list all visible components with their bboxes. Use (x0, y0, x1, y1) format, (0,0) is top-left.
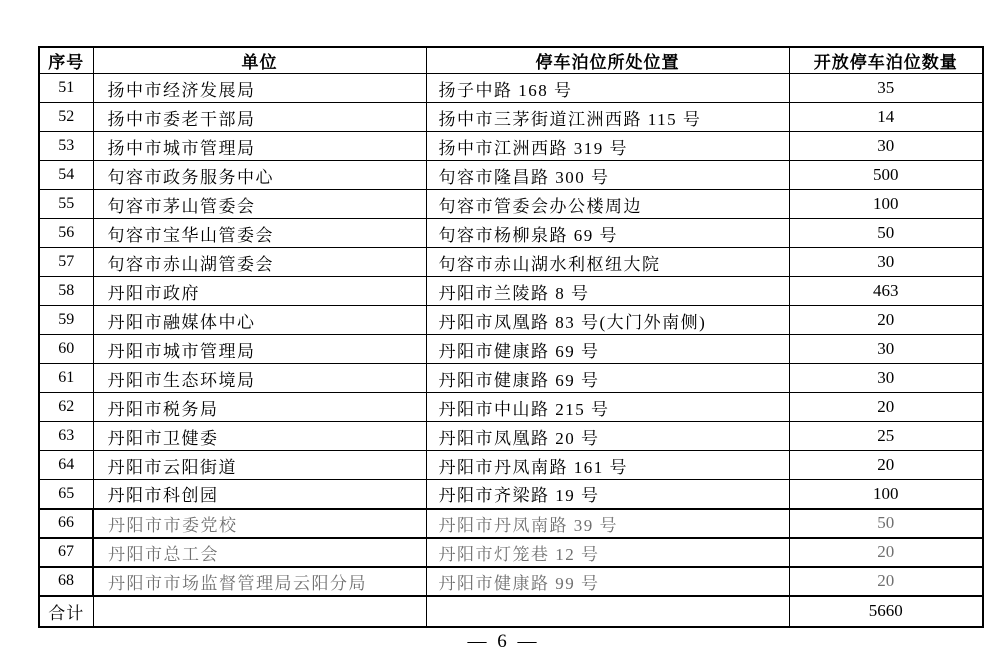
table-row (39, 393, 983, 422)
row-unit: 丹阳市云阳街道 (93, 451, 426, 480)
row-location: 句容市杨柳泉路 69 号 (426, 219, 789, 248)
row-location: 丹阳市兰陵路 8 号 (426, 277, 789, 306)
row-serial-number: 65 (39, 480, 93, 509)
table-header (39, 47, 983, 74)
table-row (39, 190, 983, 219)
row-location: 丹阳市齐梁路 19 号 (426, 480, 789, 509)
row-serial-number: 64 (39, 451, 93, 480)
header-serial-number: 序号 (39, 47, 93, 74)
row-unit: 丹阳市市委党校 (93, 509, 426, 538)
row-unit: 丹阳市融媒体中心 (93, 306, 426, 335)
header-unit: 单位 (93, 47, 426, 74)
row-unit: 扬中市城市管理局 (93, 132, 426, 161)
row-unit: 丹阳市科创园 (93, 480, 426, 509)
total-unit-empty (93, 596, 426, 627)
row-unit: 句容市政务服务中心 (93, 161, 426, 190)
row-count: 50 (789, 509, 983, 538)
row-location: 句容市赤山湖水利枢纽大院 (426, 248, 789, 277)
row-location: 丹阳市中山路 215 号 (426, 393, 789, 422)
table-row (39, 567, 983, 596)
table-row (39, 248, 983, 277)
row-unit: 丹阳市税务局 (93, 393, 426, 422)
row-serial-number: 55 (39, 190, 93, 219)
row-location: 扬中市三茅街道江洲西路 115 号 (426, 103, 789, 132)
table-row (39, 103, 983, 132)
row-count: 20 (789, 538, 983, 567)
row-count: 50 (789, 219, 983, 248)
row-serial-number: 54 (39, 161, 93, 190)
table-body (39, 74, 983, 596)
row-serial-number: 53 (39, 132, 93, 161)
row-serial-number: 56 (39, 219, 93, 248)
table-row (39, 132, 983, 161)
row-serial-number: 58 (39, 277, 93, 306)
row-count: 30 (789, 132, 983, 161)
row-serial-number: 60 (39, 335, 93, 364)
row-count: 25 (789, 422, 983, 451)
header-parking-location: 停车泊位所处位置 (426, 47, 789, 74)
row-unit: 丹阳市市场监督管理局云阳分局 (93, 567, 426, 596)
row-serial-number: 51 (39, 74, 93, 103)
row-serial-number: 61 (39, 364, 93, 393)
table-row (39, 509, 983, 538)
row-serial-number: 66 (39, 509, 93, 538)
row-serial-number: 59 (39, 306, 93, 335)
table-row (39, 161, 983, 190)
table-row (39, 335, 983, 364)
row-count: 30 (789, 335, 983, 364)
row-count: 30 (789, 364, 983, 393)
row-location: 丹阳市丹凤南路 161 号 (426, 451, 789, 480)
row-unit: 句容市宝华山管委会 (93, 219, 426, 248)
row-unit: 扬中市委老干部局 (93, 103, 426, 132)
row-count: 35 (789, 74, 983, 103)
total-location-empty (426, 596, 789, 627)
row-count: 100 (789, 190, 983, 219)
parking-spaces-table (38, 46, 984, 628)
table-header-row (39, 47, 983, 74)
row-count: 14 (789, 103, 983, 132)
table-row (39, 422, 983, 451)
row-location: 句容市管委会办公楼周边 (426, 190, 789, 219)
table-row (39, 219, 983, 248)
row-location: 丹阳市凤凰路 83 号(大门外南侧) (426, 306, 789, 335)
table-row (39, 451, 983, 480)
row-serial-number: 57 (39, 248, 93, 277)
row-location: 丹阳市凤凰路 20 号 (426, 422, 789, 451)
table-row (39, 538, 983, 567)
row-unit: 丹阳市总工会 (93, 538, 426, 567)
row-unit: 丹阳市生态环境局 (93, 364, 426, 393)
row-serial-number: 62 (39, 393, 93, 422)
row-location: 扬子中路 168 号 (426, 74, 789, 103)
row-unit: 句容市赤山湖管委会 (93, 248, 426, 277)
page-number: — 6 — (467, 631, 540, 652)
row-unit: 扬中市经济发展局 (93, 74, 426, 103)
row-location: 丹阳市丹凤南路 39 号 (426, 509, 789, 538)
row-location: 丹阳市健康路 69 号 (426, 364, 789, 393)
row-unit: 句容市茅山管委会 (93, 190, 426, 219)
row-location: 句容市隆昌路 300 号 (426, 161, 789, 190)
row-count: 30 (789, 248, 983, 277)
table-row (39, 277, 983, 306)
row-location: 扬中市江洲西路 319 号 (426, 132, 789, 161)
row-count: 100 (789, 480, 983, 509)
table-row (39, 74, 983, 103)
row-unit: 丹阳市卫健委 (93, 422, 426, 451)
row-serial-number: 63 (39, 422, 93, 451)
row-count: 463 (789, 277, 983, 306)
row-unit: 丹阳市城市管理局 (93, 335, 426, 364)
table-row (39, 306, 983, 335)
table-footer (39, 596, 983, 627)
row-count: 20 (789, 451, 983, 480)
total-label: 合计 (39, 596, 93, 627)
table-row (39, 364, 983, 393)
total-count: 5660 (789, 596, 983, 627)
row-count: 20 (789, 393, 983, 422)
row-serial-number: 52 (39, 103, 93, 132)
row-count: 20 (789, 306, 983, 335)
row-serial-number: 67 (39, 538, 93, 567)
row-location: 丹阳市健康路 99 号 (426, 567, 789, 596)
row-count: 500 (789, 161, 983, 190)
row-location: 丹阳市灯笼巷 12 号 (426, 538, 789, 567)
row-unit: 丹阳市政府 (93, 277, 426, 306)
table-row (39, 480, 983, 509)
row-serial-number: 68 (39, 567, 93, 596)
total-row (39, 596, 983, 627)
row-location: 丹阳市健康路 69 号 (426, 335, 789, 364)
row-count: 20 (789, 567, 983, 596)
header-open-spaces-count: 开放停车泊位数量 (789, 47, 983, 74)
